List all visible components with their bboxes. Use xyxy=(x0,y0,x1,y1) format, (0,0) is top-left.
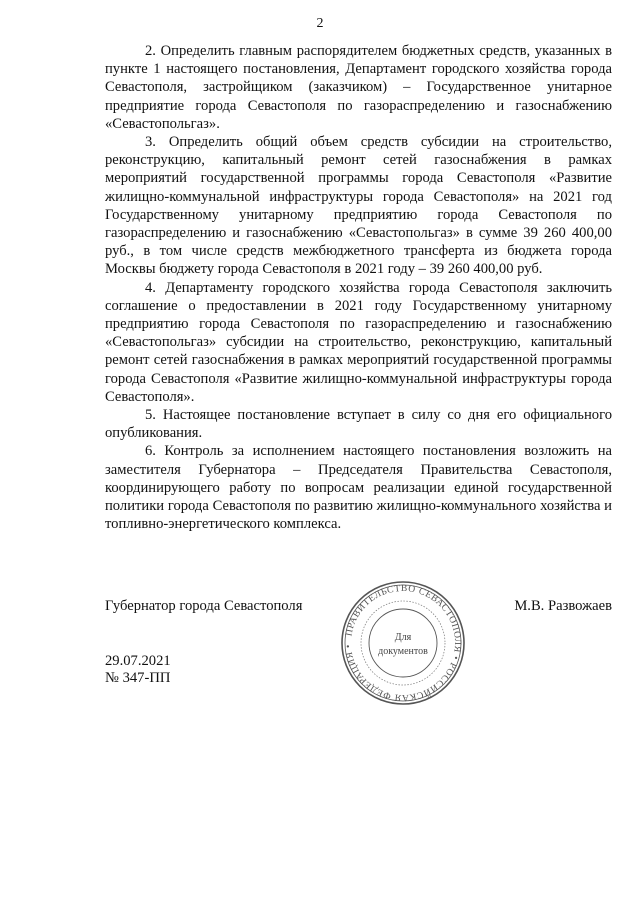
seal-middle-ring xyxy=(361,601,445,685)
paragraph-6: 6. Контроль за исполнением настоящего постановления возложить на заместителя Губернатора – Председателя Правительства Севастополя, координирующего работу по вопросам реализации единой государственной политики города Севастополя по развитию жилищно-коммунального хозяйства и топливно-энергетического комплекса. xyxy=(105,443,612,533)
seal-core-ring xyxy=(369,609,437,677)
signatory-position: Губернатор города Севастополя xyxy=(105,598,303,614)
seal-outer-text: ПРАВИТЕЛЬСТВО СЕВАСТОПОЛЯ • РОССИЙСКАЯ ФЕДЕРАЦИЯ • xyxy=(343,583,463,703)
seal-outer-ring xyxy=(342,582,464,704)
paragraph-4: 4. Департаменту городского хозяйства города Севастополя заключить соглашение о предоставлении в 2021 году Государственному унитарному предприятию города Севастополя по газораспределению и газоснабжению «Севастопольгаз» субсидии на строительство, реконструкцию, капитальный ремонт сетей газоснабжения в рамках мероприятий государственной программы города Севастополя «Развитие жилищно-коммунальной инфраструктуры города Севастополя». xyxy=(105,279,612,405)
page-number: 2 xyxy=(316,16,324,31)
paragraph-2: 2. Определить главным распорядителем бюджетных средств, указанных в пункте 1 настоящего постановления, Департамент городского хозяйства города Севастополя, застройщиком (заказчиком) – Государственное унитарное предприятие города Севастополя по газораспределению и газоснабжению «Севастопольгаз». xyxy=(105,43,612,132)
document-body xyxy=(105,42,612,533)
paragraph-3: 3. Определить общий объем средств субсидии на строительство, реконструкцию, капитальный ремонт сетей газоснабжения в рамках мероприятий государственной программы города Севастополя «Развитие жилищно-коммунальной инфраструктуры города Севастополя» на 2021 год Государственному унитарному предприятию города Севастополя по газораспределению и газоснабжению «Севастопольгаз» в сумме 39 260 400,00 руб., в том числе средств межбюджетного трансферта из бюджета города Москвы бюджету города Севастополя в 2021 году – 39 260 400,00 руб. xyxy=(105,134,612,278)
seal-center-text-1: Для xyxy=(394,632,412,643)
paragraph-5: 5. Настоящее постановление вступает в силу со дня его официального опубликования. xyxy=(105,407,612,442)
document-number: № 347-ПП xyxy=(105,670,171,686)
seal-center-text-2: документов xyxy=(378,646,428,657)
signatory-name: М.В. Развожаев xyxy=(514,598,612,614)
document-date: 29.07.2021 xyxy=(105,653,171,669)
svg-text:ПРАВИТЕЛЬСТВО СЕВАСТОПОЛЯ • РО xyxy=(344,584,462,702)
official-seal xyxy=(340,580,466,706)
